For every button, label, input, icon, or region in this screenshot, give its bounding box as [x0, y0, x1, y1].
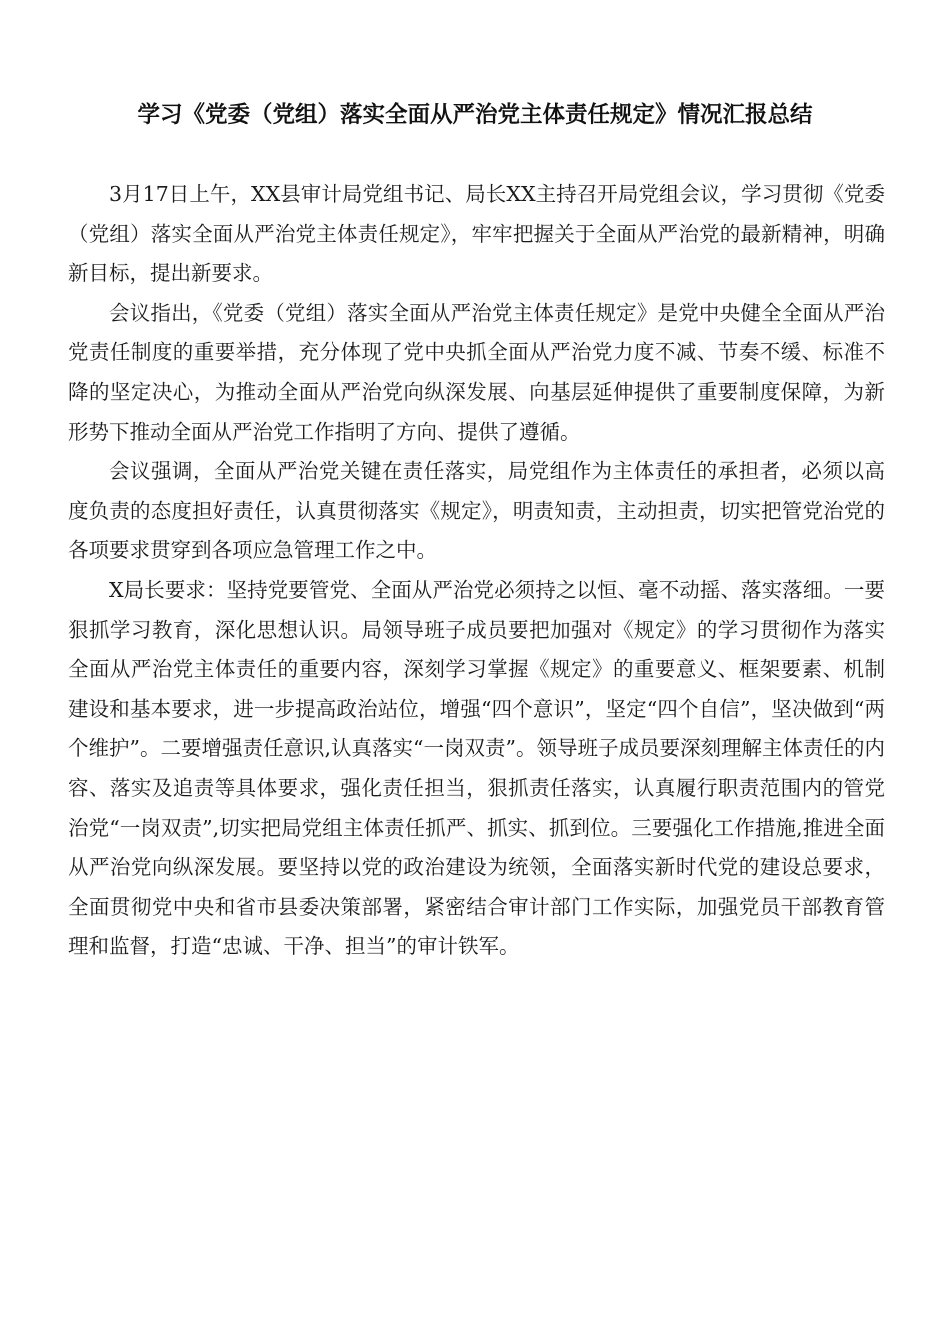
document-body: [68, 175, 885, 967]
paragraph-3: 会议强调，全面从严治党关键在责任落实，局党组作为主体责任的承担者，必须以高度负责的态度担好责任，认真贯彻落实《规定》，明责知责，主动担责，切实把管党治党的各项要求贯穿到各项应急管理工作之中。: [68, 459, 885, 563]
paragraph-4: X局长要求：坚持党要管党、全面从严治党必须持之以恒、毫不动摇、落实落细。一要狠抓学习教育，深化思想认识。局领导班子成员要把加强对《规定》的学习贯彻作为落实全面从严治党主体责任的重要内容，深刻学习掌握《规定》的重要意义、框架要素、机制建设和基本要求，进一步提高政治站位，增强“四个意识”，坚定“四个自信”，坚决做到“两个维护”。二要增强责任意识,认真落实“一岗双责”。领导班子成员要深刻理解主体责任的内容、落实及追责等具体要求，强化责任担当，狠抓责任落实，认真履行职责范围内的管党治党“一岗双责”,切实把局党组主体责任抓严、抓实、抓到位。三要强化工作措施,推进全面从严治党向纵深发展。要坚持以党的政治建设为统领，全面落实新时代党的建设总要求，全面贯彻党中央和省市县委决策部署，紧密结合审计部门工作实际，加强党员干部教育管理和监督，打造“忠诚、干净、担当”的审计铁军。: [68, 577, 885, 959]
document-title: 学习《党委（党组）落实全面从严治党主体责任规定》情况汇报总结: [137, 102, 813, 128]
paragraph-2: 会议指出，《党委（党组）落实全面从严治党主体责任规定》是党中央健全全面从严治党责任制度的重要举措，充分体现了党中央抓全面从严治党力度不减、节奏不缓、标准不降的坚定决心，为推动全面从严治党向纵深发展、向基层延伸提供了重要制度保障，为新形势下推动全面从严治党工作指明了方向、提供了遵循。: [68, 300, 885, 444]
paragraph-1: 3月17日上午，XX县审计局党组书记、局长XX主持召开局党组会议，学习贯彻《党委（党组）落实全面从严治党主体责任规定》，牢牢把握关于全面从严治党的最新精神，明确新目标，提出新要求。: [68, 182, 885, 286]
